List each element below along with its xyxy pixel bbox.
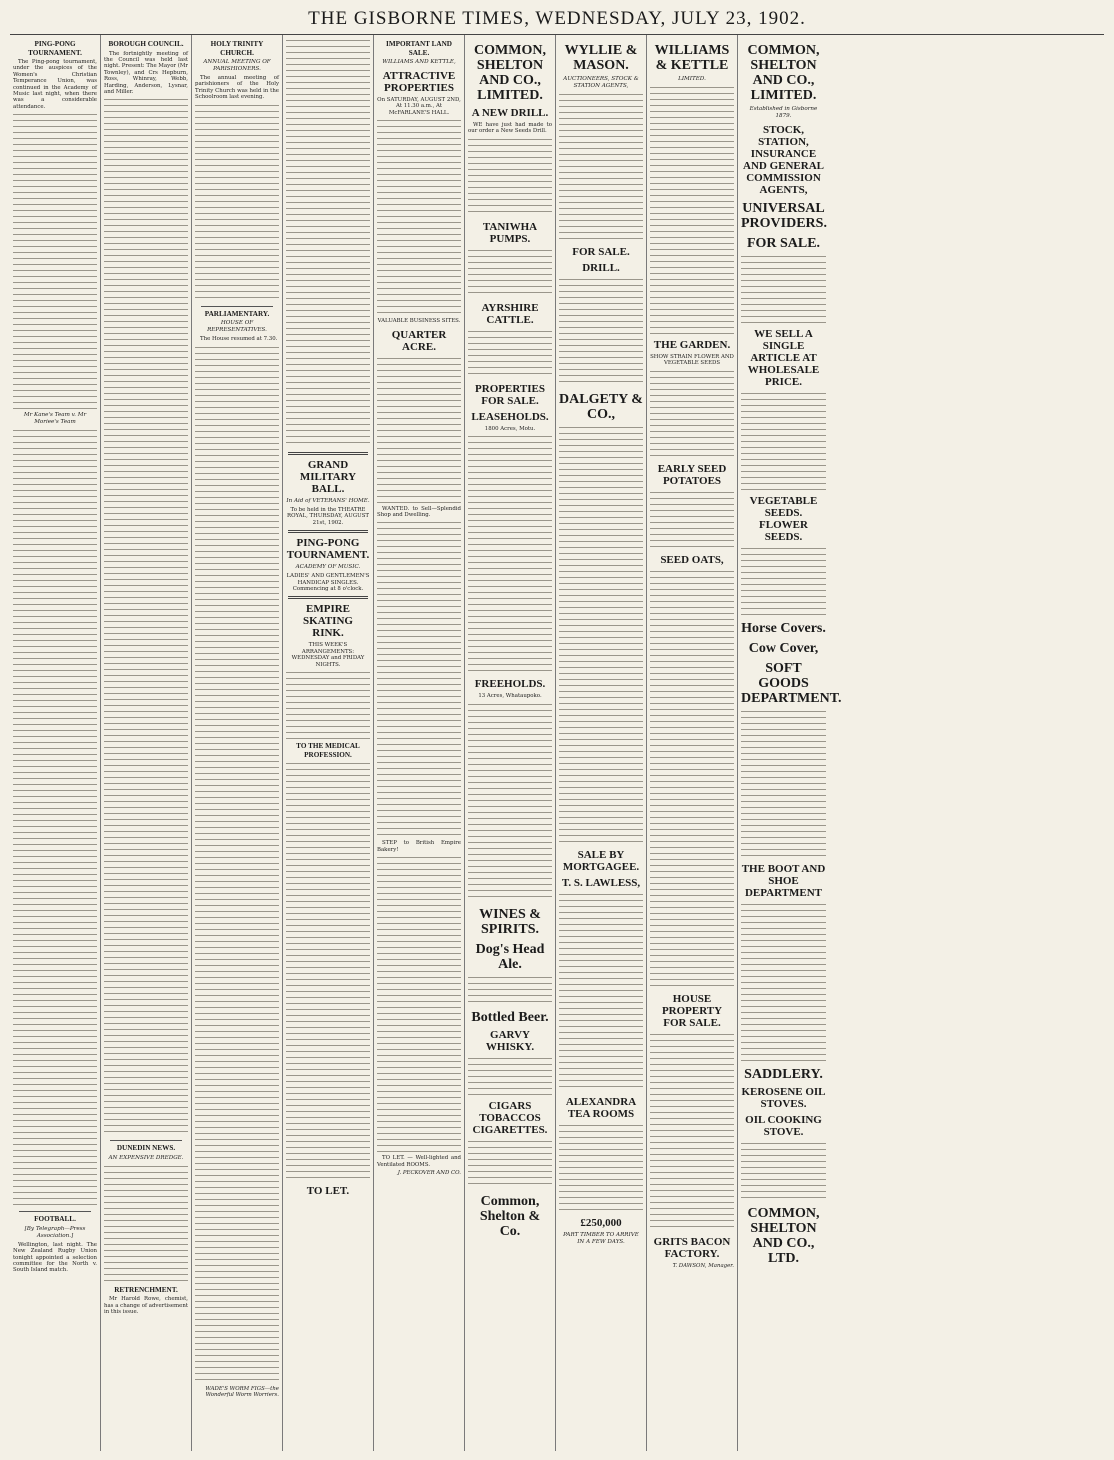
- attractive-properties-heading: ATTRACTIVE PROPERTIES: [382, 70, 456, 94]
- filler-block: [559, 92, 643, 242]
- article-text: The Ping-pong tournament, under the auspices of the Women's Christian Temperance Union, was continued in the Academy of Music last night, when there was a considerable attendance.: [13, 59, 97, 110]
- advert-text: VALUABLE BUSINESS SITES.: [377, 318, 461, 325]
- filler-block: [468, 702, 552, 902]
- advert-text: WE have just had made to our order a New Seeds Drill.: [468, 122, 552, 135]
- wines-spirits-heading: WINES & SPIRITS.: [479, 906, 541, 937]
- quarter-acre-heading: QUARTER ACRE.: [391, 328, 447, 353]
- for-sale-heading: FOR SALE.: [746, 236, 821, 251]
- universal-providers-heading: UNIVERSAL PROVIDERS.: [741, 201, 827, 231]
- freeholds-heading: FREEHOLDS.: [474, 678, 546, 691]
- column-4: [283, 35, 374, 1451]
- saddlery-heading: SADDLERY.: [744, 1067, 823, 1082]
- section-subtitle: AN EXPENSIVE DREDGE.: [108, 1154, 184, 1161]
- filler-block: [195, 103, 279, 303]
- filler-block: [468, 434, 552, 674]
- horse-covers-heading: Horse Covers.: [741, 621, 826, 636]
- classified-ad: WANTED. to Sell—Splendid Shop and Dwelling.: [377, 505, 461, 519]
- advertiser-name: J. PECKOVER AND CO.: [397, 1170, 461, 1177]
- to-let-heading: TO LET.: [306, 1185, 350, 1198]
- boot-shoe-heading: THE BOOT AND SHOE DEPARTMENT: [741, 863, 826, 899]
- ping-pong-heading: PING-PONG TOURNAMENT.: [28, 40, 82, 57]
- section-subtitle: Established in Gisborne 1879.: [749, 106, 818, 119]
- article-text: The annual meeting of parishioners of the Holy Trinity Church was held in the Schoolroom last evening.: [195, 75, 279, 101]
- section-subtitle: ACADEMY OF MUSIC.: [295, 564, 361, 571]
- column-7: [556, 35, 647, 1451]
- filler-block: [377, 356, 461, 506]
- article-text: Wellington, last night. The New Zealand Rugby Union tonight appointed a selection committee for the North v. South Island match.: [13, 1241, 97, 1274]
- dalgety-heading: DALGETY & CO.,: [559, 392, 643, 422]
- filler-block: [13, 428, 97, 1208]
- section-subtitle: LIMITED.: [678, 76, 706, 82]
- advert-text: On SATURDAY, AUGUST 2ND, At 11.30 a.m., At McFARLANE'S HALL.: [377, 97, 461, 116]
- filler-block: [104, 97, 188, 1137]
- garvy-whisky-heading: GARVY WHISKY.: [485, 1028, 535, 1053]
- kerosene-heading: KEROSENE OIL STOVES.: [741, 1086, 826, 1110]
- advert-text: LADIES' AND GENTLEMEN'S HANDICAP SINGLES. Commencing at 8 o'clock.: [286, 573, 370, 593]
- filler-block: [468, 1139, 552, 1189]
- column-6: [465, 35, 556, 1451]
- filler-block: [650, 85, 734, 335]
- tea-rooms-heading: ALEXANDRA TEA ROOMS: [565, 1096, 637, 1120]
- filler-block: [377, 118, 461, 318]
- drill-heading: DRILL.: [582, 262, 620, 274]
- common-shelton-heading: COMMON, SHELTON AND CO., LIMITED.: [747, 43, 820, 103]
- filler-block: [741, 254, 826, 324]
- section-subtitle: Mr Kane's Team v. Mr Moriee's Team: [23, 412, 87, 426]
- ayrshire-cattle-heading: AYRSHIRE CATTLE.: [481, 301, 539, 326]
- filler-block: [559, 892, 643, 1092]
- bottled-beer-heading: Bottled Beer.: [471, 1009, 549, 1025]
- leaseholds-heading: LEASEHOLDS.: [471, 410, 549, 423]
- stock-station-heading: STOCK, STATION, INSURANCE AND GENERAL COMMISSION AGENTS,: [743, 124, 824, 196]
- filler-block: [286, 761, 370, 1181]
- manager-name: T. DAWSON, Manager.: [672, 1262, 734, 1269]
- filler-block: [741, 902, 826, 1062]
- lawless-heading: T. S. LAWLESS,: [561, 877, 641, 889]
- article-text: The fortnightly meeting of the Council was held last night. Present: The Mayor (Mr Townley), and Crs Hepburn, Ross, Whinray, Webb, Harding, Anderson, Lysnar, and Miller.: [104, 50, 188, 95]
- filler-block: [650, 569, 734, 989]
- soft-goods-heading: SOFT GOODS DEPARTMENT.: [741, 661, 842, 706]
- filler-block: [741, 709, 826, 859]
- holy-trinity-heading: HOLY TRINITY CHURCH.: [210, 40, 264, 57]
- advert-text: To be held in the THEATRE ROYAL, THURSDAY, AUGUST 21st, 1902.: [287, 507, 369, 526]
- filler-block: [468, 137, 552, 217]
- borough-council-heading: BOROUGH COUNCIL.: [108, 40, 184, 48]
- filler-block: [741, 1141, 826, 1201]
- filler-block: [468, 1056, 552, 1096]
- advert-text: 1800 Acres, Motu.: [484, 425, 536, 432]
- new-drill-heading: A NEW DRILL.: [471, 107, 549, 119]
- column-9: [738, 35, 842, 1451]
- seeds-heading: VEGETABLE SEEDS. FLOWER SEEDS.: [749, 495, 818, 543]
- filler-block: [195, 345, 279, 1385]
- filler-block: [650, 490, 734, 550]
- section-subtitle: WILLIAMS AND KETTLE,: [382, 59, 456, 65]
- advert-text: THIS WEEK'S ARRANGEMENTS: WEDNESDAY and FRIDAY NIGHTS.: [291, 642, 365, 668]
- column-5: [374, 35, 465, 1451]
- williams-kettle-heading: WILLIAMS & KETTLE: [654, 43, 730, 73]
- classified-ad: STEP to British Empire Bakery!: [377, 840, 461, 853]
- filler-block: [468, 329, 552, 379]
- skating-rink-heading: EMPIRE SKATING RINK.: [303, 603, 353, 640]
- properties-for-sale-heading: PROPERTIES FOR SALE.: [475, 382, 545, 407]
- masthead: THE GISBORNE TIMES, WEDNESDAY, JULY 23, 1902.: [308, 8, 806, 29]
- column-2: [101, 35, 192, 1451]
- newspaper-page: [10, 34, 1104, 1450]
- common-shelton-footer: Common, Shelton & Co.: [479, 1193, 541, 1239]
- column-8: [647, 35, 738, 1451]
- common-shelton-heading: COMMON, SHELTON AND CO., LIMITED.: [474, 43, 546, 103]
- timber-heading: £250,000: [580, 1217, 622, 1229]
- article-text: Mr Harold Rowe, chemist, has a change of advertisement in this issue.: [104, 1296, 188, 1316]
- filler-block: [650, 369, 734, 459]
- filler-block: [286, 670, 370, 740]
- column-3: [192, 35, 283, 1451]
- common-shelton-footer: COMMON, SHELTON AND CO., LTD.: [747, 1206, 820, 1266]
- dogs-head-ale-heading: Dog's Head Ale.: [475, 941, 545, 972]
- filler-block: [468, 248, 552, 298]
- bacon-factory-heading: GRITS BACON FACTORY.: [653, 1235, 731, 1260]
- house-property-heading: HOUSE PROPERTY FOR SALE.: [661, 992, 723, 1029]
- section-subtitle: PART TIMBER TO ARRIVE IN A FEW DAYS.: [563, 1232, 639, 1245]
- seed-potatoes-heading: EARLY SEED POTATOES: [657, 462, 727, 487]
- filler-block: [377, 520, 461, 840]
- section-subtitle: [By Telegraph—Press Association.]: [24, 1225, 86, 1239]
- football-heading: FOOTBALL.: [34, 1215, 76, 1224]
- cow-cover-heading: Cow Cover,: [748, 641, 819, 656]
- wyllie-mason-heading: WYLLIE & MASON.: [564, 43, 638, 73]
- the-garden-heading: THE GARDEN.: [653, 339, 731, 351]
- filler-block: [741, 391, 826, 491]
- section-subtitle: AUCTIONEERS, STOCK & STATION AGENTS,: [563, 76, 639, 89]
- filler-block: [377, 855, 461, 1155]
- advert-line: WADE'S WORM FIGS—the Wonderful Worm Worriers.: [205, 1385, 279, 1398]
- parliamentary-heading: PARLIAMENTARY.: [204, 309, 270, 318]
- medical-heading: TO THE MEDICAL PROFESSION.: [296, 742, 360, 759]
- advert-text: 13 Acres, Whataupoko.: [478, 693, 542, 700]
- filler-block: [559, 1123, 643, 1213]
- section-subtitle: HOUSE OF REPRESENTATIVES.: [207, 320, 267, 334]
- ping-pong-ad-heading: PING-PONG TOURNAMENT.: [286, 537, 370, 562]
- filler-block: [286, 38, 370, 448]
- classified-ad: TO LET. — Well-lighted and Ventilated ROOMS.: [377, 1155, 461, 1168]
- single-article-heading: WE SELL A SINGLE ARTICLE AT WHOLESALE PRICE.: [747, 328, 820, 388]
- filler-block: [468, 975, 552, 1005]
- filler-block: [741, 546, 826, 616]
- military-ball-heading: GRAND MILITARY BALL.: [299, 459, 357, 495]
- filler-block: [559, 277, 643, 387]
- taniwha-pumps-heading: TANIWHA PUMPS.: [482, 220, 538, 245]
- filler-block: [650, 1032, 734, 1232]
- cigars-heading: CIGARS TOBACCOS CIGARETTES.: [472, 1099, 548, 1136]
- retrenchment-heading: RETRENCHMENT.: [114, 1285, 178, 1294]
- dunedin-news-heading: DUNEDIN NEWS.: [116, 1144, 176, 1153]
- advert-text: SHOW STRAIN FLOWER AND VEGETABLE SEEDS: [650, 354, 734, 367]
- seed-oats-heading: SEED OATS,: [660, 553, 724, 566]
- mortgagee-sale-heading: SALE BY MORTGAGEE.: [562, 849, 640, 873]
- column-1: [10, 35, 101, 1451]
- section-subtitle: ANNUAL MEETING OF PARISHIONERS.: [203, 59, 271, 72]
- filler-block: [559, 425, 643, 845]
- filler-block: [104, 1164, 188, 1284]
- oil-stove-heading: OIL COOKING STOVE.: [745, 1114, 822, 1138]
- for-sale-heading: FOR SALE.: [572, 246, 630, 258]
- land-sale-heading: IMPORTANT LAND SALE.: [386, 40, 452, 57]
- article-text: The House resumed at 7.30.: [200, 336, 278, 343]
- section-subtitle: In Aid of VETERANS' HOME.: [286, 498, 370, 504]
- filler-block: [13, 112, 97, 412]
